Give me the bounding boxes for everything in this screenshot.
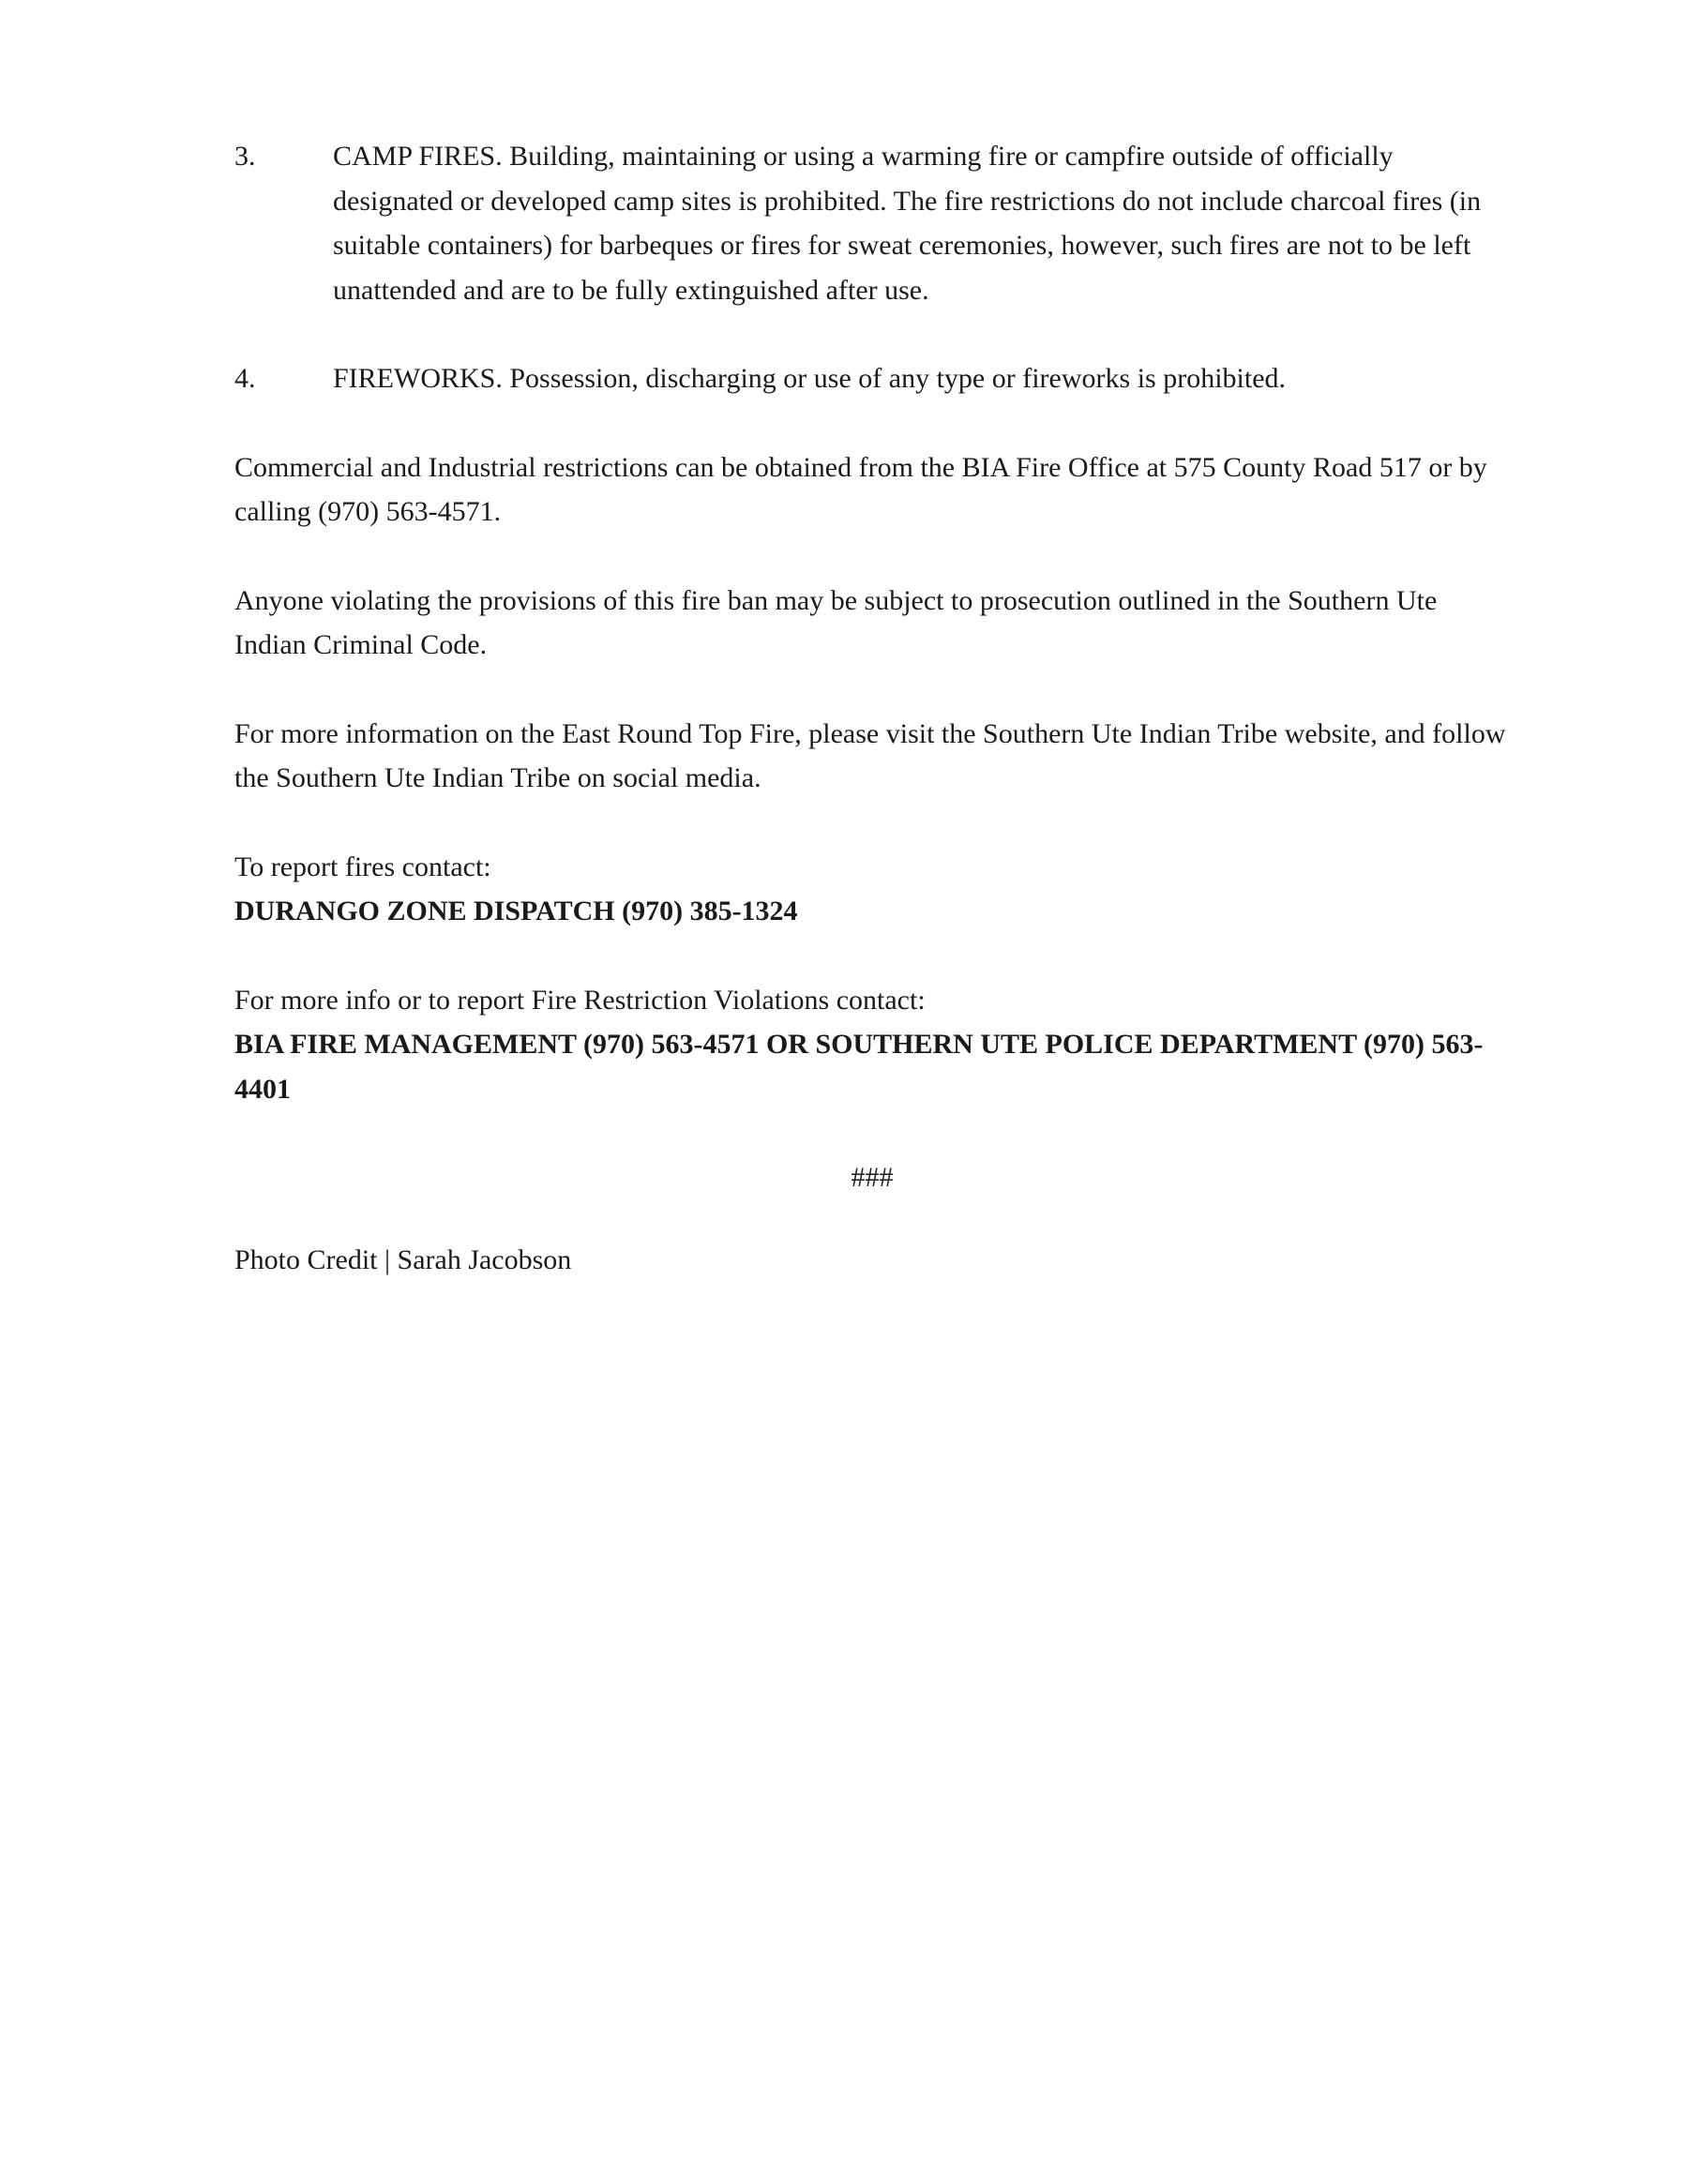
list-item-fireworks [234,356,1510,401]
item-text: CAMP FIRES. Building, maintaining or using a warming fire or campfire outside of officially designated or developed camp sites is prohibited. The fire restrictions do not include charcoal fires (in suitable containers) for barbeques or fires for sweat ceremonies, however, such fires are not to be left unattended and are to be fully extinguished after use. [333,141,1482,306]
item-text: FIREWORKS. Possession, discharging or use of any type or fireworks is prohibited. [333,363,1287,394]
item-number: 3. [234,141,256,172]
report-fires-label: To report fires contact: [234,851,491,882]
end-mark: ### [851,1162,894,1193]
violations-paragraph: Anyone violating the provisions of this fire ban may be subject to prosecution outlined in the Southern Ute Indian Criminal Code. [234,584,1438,660]
list-item-camp-fires [234,134,1510,312]
violation-report-block [234,978,1510,1112]
photo-credit: Photo Credit | Sarah Jacobson [234,1243,572,1275]
more-info-paragraph: For more information on the East Round Top Fire, please visit the Southern Ute Indian Tribe website, and follow the Southern Ute Indian Tribe on social media. [234,717,1506,793]
report-fires-contact: DURANGO ZONE DISPATCH (970) 385-1324 [234,896,798,926]
violation-report-contact: BIA FIRE MANAGEMENT (970) 563-4571 OR SOUTHERN UTE POLICE DEPARTMENT (970) 563-4401 [234,1029,1484,1105]
violation-report-label: For more info or to report Fire Restriction Violations contact: [234,984,926,1016]
document-page [234,134,1510,1326]
report-fires-block [234,845,1510,934]
commercial-paragraph: Commercial and Industrial restrictions can be obtained from the BIA Fire Office at 575 County Road 517 or by calling (970) 563-4571. [234,451,1487,527]
item-number: 4. [234,363,256,394]
